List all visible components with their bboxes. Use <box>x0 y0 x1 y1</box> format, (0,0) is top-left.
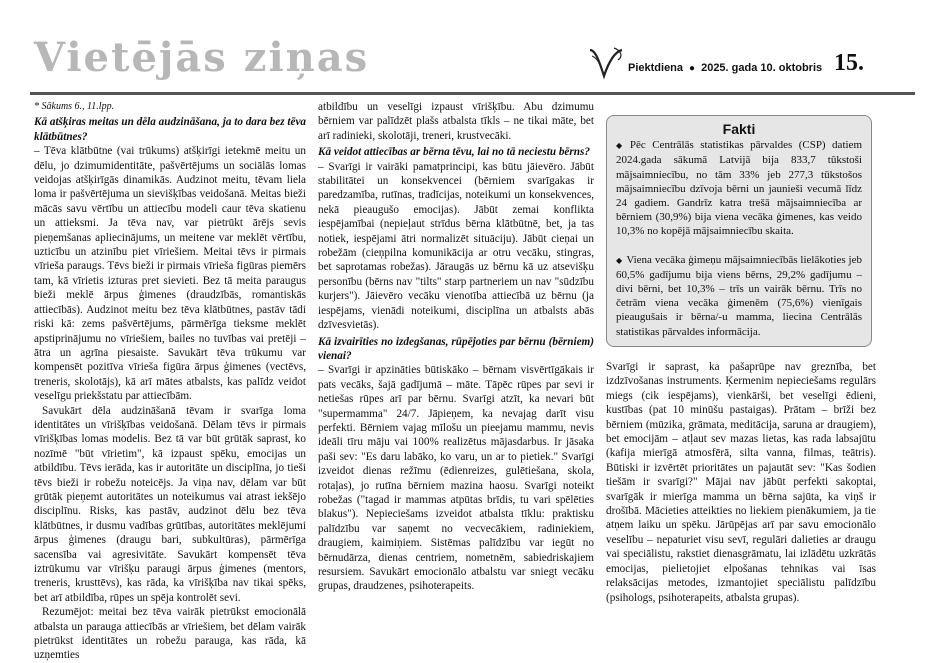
answer-paragraph: – Svarīgi ir vairāki pamatprincipi, kas būtu jāievēro. Jābūt stabilitātei un konsekvencei (bērniem svarīgakas ir paredzamība, rutīnas, tradīcijas, noteikumi un konsekvences, nekā pieaugušo emocijas). Jābūt zemai konflikta iespējamībai (nepieļaut strīdus bērna klātbūtnē, bet, ja tas notiek, iespējami ātri normalizēt situāciju). Jābūt cieņai un robežām (cieņpilna komunikācija ar otru vecāku, stingras, bet saprotamas robežas). Jāraugās uz bērnu kā uz atsevišķu personību (bērns nav "tilts" starp partneriem un nav "sūdzību kurjers"). Jāievēro vecāku vienotība attiecībā uz bērnu (ja iespējams, vienādi noteikumi, disciplīna un atbalsts abās dzīvesvietās). <box>318 160 594 332</box>
answer-paragraph: Savukārt dēla audzināšanā tēvam ir svarīga loma identitātes un vīrišķības veidošanā. Dēlam tēvs ir pirmais vīrišķības lomas modelis. Bez tā var būt grūtāk saprast, ko nozīmē "būt vīrietim", kā izpaust spēku, emocijas un atbildību. Tēvs ierāda, kas ir autoritāte un disciplīna, jo tieši tēvs bieži ir robežu noteicējs. Ja viņa nav, dēlam var būt grūtāk pieņemt autoritātes un noteikumus vai atrast iekšējo disciplīnu. Risks, kas pastāv, audzinot dēlu bez tēva klātbūtnes, ir dusmu vadības grūtības, autoritātes meklējumi ārpus ģimenes (draugu bari, subkultūras), pārmērīga sacensība vai agresivitāte. Savukārt kompensēt tēva iztrūkumu var vīrišķu paraugi ārpus ģimenes (mentors, treneris, krusttēvs), kas rāda, ka vīrišķība nav tikai spēks, bet arī atbildība, rūpes un spēja kontrolēt sevi. <box>34 404 306 604</box>
answer-paragraph: Svarīgi ir saprast, ka pašaprūpe nav greznība, bet izdzīvošanas instruments. Ķermenim nepieciešams regulārs miegs (cik iespējams), vienkārši, bet veselīgi ēdieni, kustības (pat 10 minūšu pastaigas). Prātam – brīži bez bērniem (mūzika, grāmata, meditācija, saruna ar draugiem), bet emocijām – atļaut sev mazas lietas, kas rada labsajūtu (kafija mierīgā atmosfērā, silta vanna, filmas, teātris). Būtiski ir izvērtēt prioritātes un pajautāt sev: "Kas šodien tiešām ir svarīgi?" Mājai nav jābūt perfekti sakoptai, svarīgāk ir mierīga mamma un bērna sajūta, ka viņš ir drošībā. Mācieties atteikties no liekiem pienākumiem, ja tie atņem laiku un spēku. Jārūpējas arī par savu emocionālo veselību – nepaturiet visu sevī, regulāri dalieties ar draugu vai speciālistu, rakstiet dienasgrāmatu, lai izlādētu uzkrātās emocijas, pielietojiet elpošanas tehnikas vai īsas relaksācijas metodes, izmantojiet speciālistu palīdzību (psihologs, psihoterapeits, atbalsta grupas). <box>606 361 876 604</box>
answer-paragraph: atbildību un veselīgi izpaust vīrišķību. Abu dzimumu bērniem var palīdzēt plašs atbalsta tīkls – ne tikai māte, bet arī radinieki, skolotāji, treneri, krustvecāki. <box>318 101 594 142</box>
interview-question: Kā atšķiras meitas un dēla audzināšana, ja to dara bez tēva klātbūtnes? <box>34 116 306 143</box>
facts-box <box>606 115 872 347</box>
newspaper-logo-icon <box>586 46 626 82</box>
answer-paragraph: – Tēva klātbūtne (vai trūkums) atšķirīgi ietekmē meitu un dēlu, jo dzimumidentitāte, pašvērtējums un sociālās lomas veidojas atšķirīgās dinamikās. Audzinot meitu, tēvam liela loma ir pašvērtējuma un sievišķības veidošanā. Meitas bieži mācās savu vērtību un attiecību modeli caur tēva skatienu un attieksmi. Ja tēva nav, var pietrūkt ārējs sevis pieņemšanas apliecinājums, un meitene var meklēt vērtību, uzticību un atzinību piet vīriešiem. Meitai tēvs ir pirmais vīrieša paraugs. Tēvs bieži ir pirmais vīrieša figūras piemērs tam, kā vīrietis izturas pret sievieti. Bez tā meita paraugus bieži meklē ārpus ģimenes (draudzībās, romantiskās attiecībās). Audzinot meitu bez tēva klātbūtnes, pastāv tādi riski kā: zems pašvērtējums, pārmērīga tieksme meklēt apstiprinājumu no vīriešiem, bailes no tuvības vai pretēji – ātra un agrīna piesaiste. Savukārt tēva trūkumu var kompensēt pozitīva vīrieša figūra ārpus ģimenes (vectēvs, treneris, skolotājs), kā arī mātes atbalsts, kas palīdz veidot veselīgu priekšstatu par attiecībām. <box>34 145 306 403</box>
diamond-bullet-icon: ◆ <box>616 141 626 151</box>
fact-item <box>616 253 862 339</box>
fact-text: Viena vecāka ģimeņu mājsaimniecībās lielākoties jeb 60,5% gadījumu bija viens bērns, 29,2% gadījumu – divi bērni, bet 10,3% – trīs un vairāk bērnu. Trīs no četrām viena vecāka ģimenēm (75,6%) vienīgais pieaugušais ir bērna/-u mamma, liecina Centrālās statistikas pārvaldes informācija. <box>616 253 862 338</box>
page-number: 15. <box>834 50 864 76</box>
fact-item <box>616 138 862 238</box>
separator-dot-icon: ● <box>689 62 696 74</box>
issue-date: 2025. gada 10. oktobris <box>701 62 823 74</box>
fact-text: Pēc Centrālās statistikas pārvaldes (CSP) datiem 2024.gada sākumā Latvijā bija 833,7 tūkstoši mājsaimniecību, no tām 33% jeb 277,3 tūkstošos mājsaimniecību dzīvoja bērni un jaunieši vecumā līdz 24 gadiem. Gandrīz katra trešā mājsaimniecība ar bērniem (30,9%) bija viena vecāka ģimenes, kas veido 10,3% no kopējā mājsaimniecību skaita. <box>616 139 862 238</box>
article-column-3 <box>606 360 876 605</box>
section-title: Vietējās ziņas <box>34 34 370 81</box>
continuation-note: * Sākums 6., 11.lpp. <box>34 101 115 112</box>
header-divider <box>30 92 915 95</box>
interview-question: Kā veidot attiecības ar bērna tēvu, lai no tā neciestu bērns? <box>318 146 590 159</box>
article-column-1 <box>34 100 306 663</box>
answer-paragraph: – Svarīgi ir apzināties būtiskāko – bērnam visvērtīgākais ir pats vecāks, šajā gadījumā – māte. Tāpēc rūpes par sevi ir netiešas rūpes arī par bērnu. Svarīgi atzīt, ka nevari būt "supermamma" 24/7. Jāpieņem, ka nevajag darīt visu perfekti. Bērniem vajag mīlošu un pieejamu mammu, nevis ideāli tīru māju vai 100% realizētus mājasdarbus. Ir jāsaka paši sev: "Es daru labāko, ko varu, un ar to pietiek." Svarīgi izveidot dienas režīmu (ēdienreizes, gulētiešana, skola, rotaļas), jo rutīna bērniem mazina haosu. Svarīgi noteikt robežas ("tagad ir mammas atpūtas brīdis, tu vari spēlēties blakus"). Nepieciešams izveidot atbalsta tīklu: praktisku palīdzību var saņemt no vecvecākiem, radiniekiem, draugiem, kaimiņiem. Sistēmas palīdzību var iegūt no bērnudārza, dienas centriem, nometnēm, sabiedriskajiem resursiem. Savukārt emocionālo atbalstu var sniegt vecāku grupas, draudzenes, psihoterapeits. <box>318 364 594 593</box>
dateline <box>628 62 822 74</box>
weekday: Piektdiena <box>628 62 684 74</box>
article-column-2 <box>318 100 594 594</box>
answer-paragraph: Rezumējot: meitai bez tēva vairāk pietrūkst emocionālā atbalsta un parauga attiecībās ar vīriešiem, bet dēlam vairāk pietrūkst identitātes un robežu parauga, kas rāda, kā uzņemties <box>34 606 306 662</box>
diamond-bullet-icon: ◆ <box>616 255 623 265</box>
page-header <box>0 0 945 100</box>
interview-question: Kā izvairīties no izdegšanas, rūpējoties par bērnu (bērniem) vienai? <box>318 335 594 362</box>
facts-title: Fakti <box>722 121 756 137</box>
